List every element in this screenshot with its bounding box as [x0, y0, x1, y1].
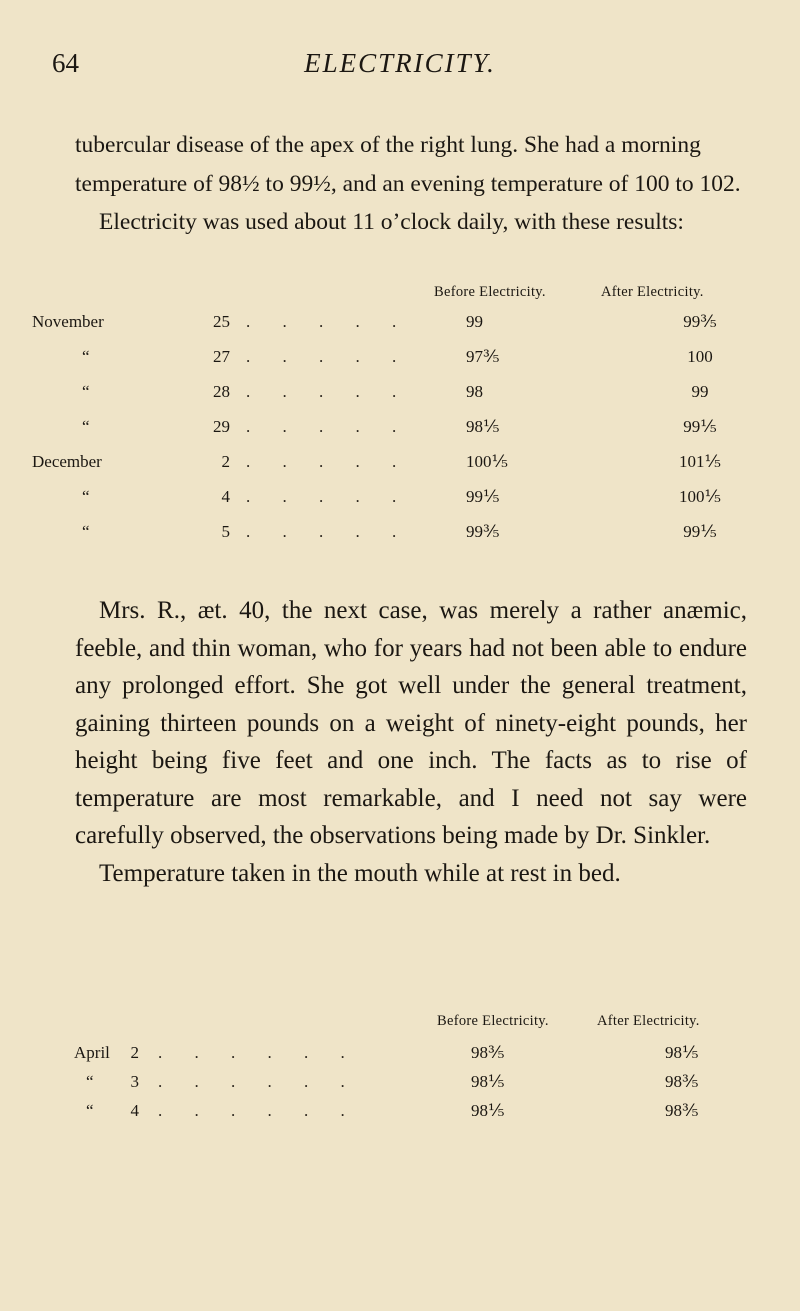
- before-value: 99⅗: [466, 522, 500, 541]
- day-cell: 3: [130, 1072, 139, 1091]
- paragraph: Temperature taken in the mouth while at rest in bed.: [99, 859, 621, 887]
- before-value: 100⅕: [466, 452, 508, 471]
- day-cell: 2: [130, 1043, 139, 1062]
- before-value: 98⅕: [466, 417, 500, 436]
- dot-leader: . . . . .: [246, 347, 411, 366]
- ditto-mark: “: [82, 487, 90, 506]
- dot-leader: . . . . .: [246, 417, 411, 436]
- day-cell: 25: [213, 312, 230, 331]
- dot-leader: . . . . . .: [158, 1072, 359, 1091]
- ditto-mark: “: [82, 522, 90, 541]
- table-row: [0, 522, 800, 552]
- before-value: 98⅕: [471, 1072, 505, 1091]
- after-value: 99⅗: [683, 312, 717, 331]
- table-row: [0, 487, 800, 517]
- day-cell: 5: [221, 522, 230, 541]
- after-value: 98⅗: [665, 1101, 699, 1120]
- table-row: [0, 452, 800, 482]
- column-header-before: Before Electricity.: [434, 284, 546, 300]
- day-cell: 27: [213, 347, 230, 366]
- before-value: 98⅕: [471, 1101, 505, 1120]
- column-header-after: After Electricity.: [601, 284, 704, 300]
- after-value: 99⅕: [683, 522, 717, 541]
- after-value: 98⅕: [665, 1043, 699, 1062]
- ditto-mark: “: [82, 417, 90, 436]
- day-cell: 4: [130, 1101, 139, 1120]
- dot-leader: . . . . .: [246, 382, 411, 401]
- ditto-mark: “: [86, 1072, 94, 1091]
- paragraph: Mrs. R., æt. 40, the next case, was merely a rather anæmic, feeble, and thin woman, who for years had not been able to endure any prolonged effort. She got well under the general treatment, gaining thirteen pounds on a weight of ninety-eight pounds, her height being five feet and one inch. The facts as to rise of temperature are most remarkable, and I need not say were carefully observed, the observations being made by Dr. Sinkler.: [75, 597, 747, 849]
- day-cell: 29: [213, 417, 230, 436]
- day-cell: 4: [221, 487, 230, 506]
- table-row: [0, 382, 800, 412]
- after-value: 99: [691, 382, 709, 401]
- day-cell: 28: [213, 382, 230, 401]
- table-row: [0, 347, 800, 377]
- table-row: [0, 312, 800, 342]
- opening-text: [75, 126, 747, 242]
- column-header-after: After Electricity.: [597, 1013, 700, 1029]
- dot-leader: . . . . .: [246, 452, 411, 471]
- dot-leader: . . . . .: [246, 487, 411, 506]
- after-value: 100: [687, 347, 713, 366]
- dot-leader: . . . . . .: [158, 1043, 359, 1062]
- month-cell: November: [32, 312, 104, 331]
- column-header-before: Before Electricity.: [437, 1013, 549, 1029]
- after-value: 101⅕: [679, 452, 721, 471]
- page-number: 64: [52, 48, 79, 78]
- before-value: 99: [466, 312, 483, 331]
- table-row: [0, 1072, 800, 1100]
- before-value: 99⅕: [466, 487, 500, 506]
- month-cell: April: [74, 1043, 110, 1062]
- dot-leader: . . . . . .: [158, 1101, 359, 1120]
- table-row: [0, 1043, 800, 1071]
- before-value: 98: [466, 382, 483, 401]
- dot-leader: . . . . .: [246, 312, 411, 331]
- month-cell: December: [32, 452, 102, 471]
- day-cell: 2: [221, 452, 230, 471]
- running-header: [0, 48, 800, 88]
- before-value: 98⅗: [471, 1043, 505, 1062]
- running-title: ELECTRICITY.: [304, 48, 496, 78]
- after-value: 99⅕: [683, 417, 717, 436]
- paragraph: tubercular disease of the apex of the right lung. She had a morning temperature of 98½ to 99½, and an evening temperature of 100 to 102.: [75, 132, 741, 197]
- ditto-mark: “: [82, 347, 90, 366]
- ditto-mark: “: [86, 1101, 94, 1120]
- before-value: 97⅗: [466, 347, 500, 366]
- dot-leader: . . . . .: [246, 522, 411, 541]
- after-value: 98⅗: [665, 1072, 699, 1091]
- paragraph: Electricity was used about 11 o’clock daily, with these results:: [99, 209, 684, 235]
- case-text: [75, 592, 747, 892]
- table-row: [0, 417, 800, 447]
- table-row: [0, 1101, 800, 1129]
- ditto-mark: “: [82, 382, 90, 401]
- after-value: 100⅕: [679, 487, 721, 506]
